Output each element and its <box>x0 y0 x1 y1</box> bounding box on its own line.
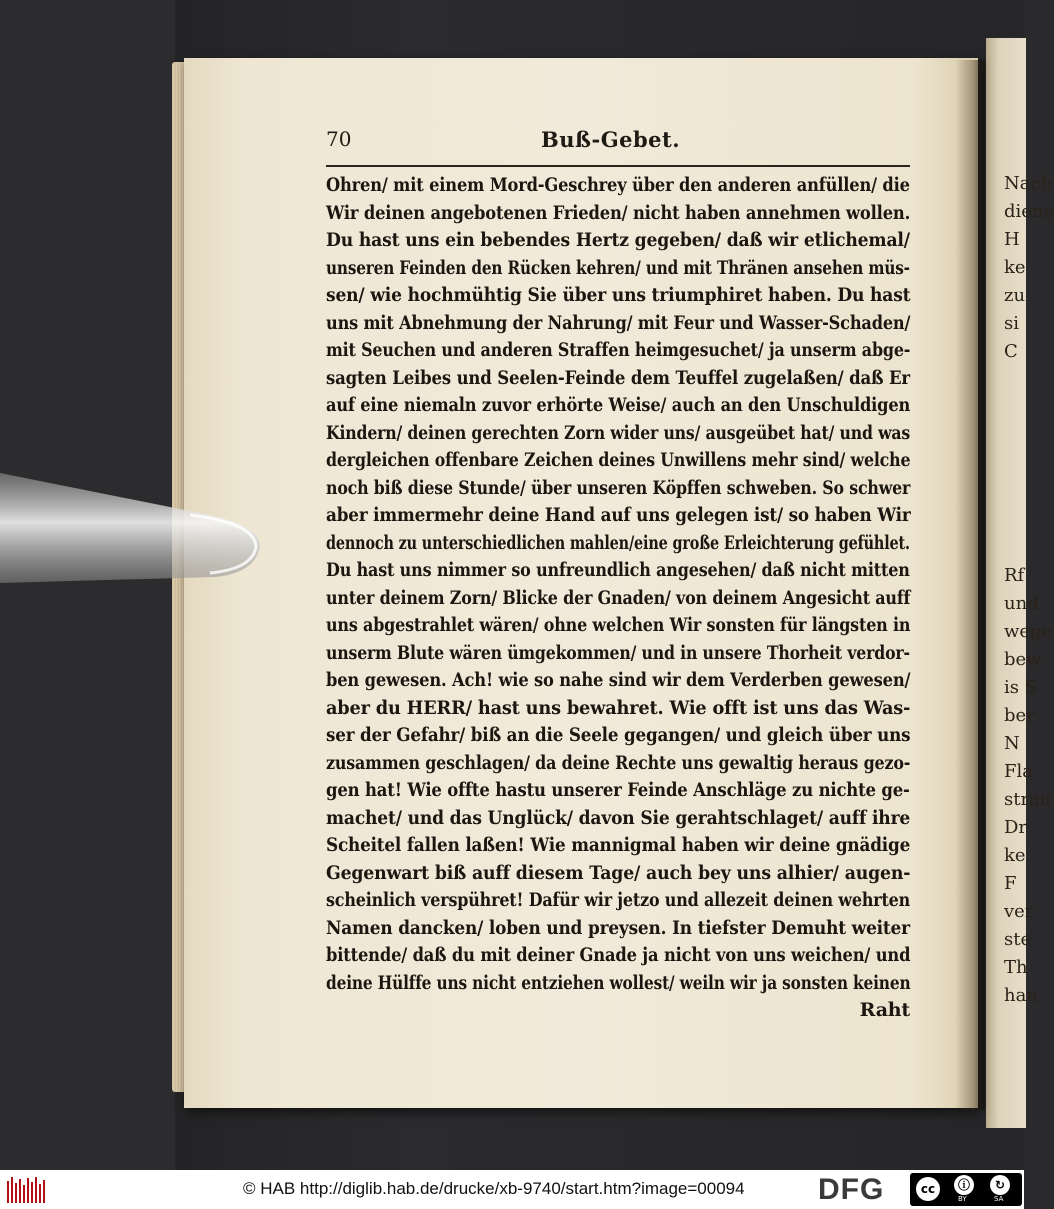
running-title: Buß-Gebet. <box>541 127 681 152</box>
text-line: noch biß diese Stunde/ über unseren Köpffen schweben. So schwer <box>326 476 911 499</box>
footer-bar <box>0 1170 1024 1209</box>
facing-page-text: Nach diene H ke zu si C Rf und wege bew is S ber N Fla strau Dr ke F ver ste Th han <box>1004 173 1054 1006</box>
text-line: aber du HERR/ hast uns bewahret. Wie offt ist uns das Was- <box>326 696 911 719</box>
text-line: unseren Feinden den Rücken kehren/ und mit Thränen ansehen müs- <box>326 256 910 279</box>
text-line: uns mit Abnehmung der Nahrung/ mit Feur und Wasser-Schaden/ <box>326 311 911 334</box>
cc-by-label: BY <box>958 1195 967 1203</box>
catchword: Raht <box>859 999 910 1021</box>
text-line: sagten Leibes und Seelen-Feinde dem Teuffel zugelaßen/ daß Er <box>326 366 910 389</box>
text-line: zusammen geschlagen/ da deine Rechte uns gewaltig heraus gezo- <box>326 751 911 774</box>
text-line: Ohren/ mit einem Mord-Geschrey über den anderen anfüllen/ die <box>326 174 910 196</box>
cc-sa-label: SA <box>994 1195 1004 1203</box>
text-line: auf eine niemaln zuvor erhörte Weise/ auch an den Unschuldigen <box>326 394 911 416</box>
share-alike-icon: ↻ <box>990 1175 1010 1195</box>
page-header <box>326 127 910 155</box>
dfg-logo[interactable]: DFG <box>818 1173 885 1206</box>
hab-library-logo[interactable] <box>6 1175 48 1205</box>
text-line: Namen dancken/ loben und preysen. In tiefster Demuht weiter <box>326 916 910 939</box>
text-line: ben gewesen. Ach! wie so nahe sind wir dem Verderben gewesen/ <box>326 669 911 691</box>
text-line: dennoch zu unterschiedlichen mahlen/eine große Erleichterung gefühlet. <box>326 531 910 554</box>
text-line: aber immermehr deine Hand auf uns gelegen ist/ so haben Wir <box>326 504 911 526</box>
scan-left-margin <box>0 0 175 1170</box>
text-line: scheinlich verspühret! Dafür wir jetzo und allezeit deinen wehrten <box>326 889 911 911</box>
text-line: Kindern/ deinen gerechten Zorn wider uns/ ausgeübet hat/ und was <box>326 421 911 444</box>
cc-license-badge[interactable] <box>910 1173 1022 1206</box>
book-gutter <box>955 60 985 1110</box>
text-line: gen hat! Wie offte hastu unserer Feinde Anschläge zu nichte ge- <box>326 779 910 801</box>
body-text <box>326 172 910 1025</box>
text-line: Scheitel fallen laßen! Wie mannigmal haben wir deine gnädige <box>326 834 911 856</box>
page-number: 70 <box>326 127 352 151</box>
text-line: Du hast uns nimmer so unfreundlich angesehen/ daß nicht mitten <box>326 559 910 581</box>
text-line: uns abgestrahlet wären/ ohne welchen Wir sonsten für längsten in <box>326 614 911 636</box>
text-line: deine Hülffe uns nicht entziehen wollest/ weiln wir ja sonsten keinen <box>326 971 911 994</box>
header-rule <box>326 165 910 167</box>
attribution-link[interactable]: © HAB http://diglib.hab.de/drucke/xb-9740/start.htm?image=00094 <box>243 1179 745 1198</box>
text-line: Gegenwart biß auff diesem Tage/ auch bey uns alhier/ augen- <box>326 861 911 884</box>
text-line: unserm Blute wären ümgekommen/ und in unsere Thorheit verdor- <box>326 641 910 664</box>
text-line: bittende/ daß du mit deiner Gnade ja nicht von uns weichen/ und <box>326 944 911 966</box>
cc-icon: cc <box>916 1177 940 1201</box>
text-line: Wir deinen angebotenen Frieden/ nicht haben annehmen wollen. <box>326 201 911 224</box>
text-line: ser der Gefahr/ biß an die Seele gegangen/ und gleich über uns <box>326 724 911 746</box>
text-line: dergleichen offenbare Zeichen deines Unwillens mehr sind/ welche <box>326 449 911 471</box>
text-line: Du hast uns ein bebendes Hertz gegeben/ daß wir etlichemal/ <box>326 229 910 251</box>
glass-rod-holder <box>0 465 265 585</box>
text-line: sen/ wie hochmühtig Sie über uns triumphiret haben. Du hast <box>326 284 911 306</box>
text-line: mit Seuchen und anderen Straffen heimgesuchet/ ja unserm abge- <box>326 339 911 361</box>
text-line: unter deinem Zorn/ Blicke der Gnaden/ von deinem Angesicht auff <box>326 586 911 609</box>
text-line: machet/ und das Unglück/ davon Sie gerahtschlaget/ auff ihre <box>326 806 911 829</box>
attribution-person-icon: ⓘ <box>954 1175 974 1195</box>
